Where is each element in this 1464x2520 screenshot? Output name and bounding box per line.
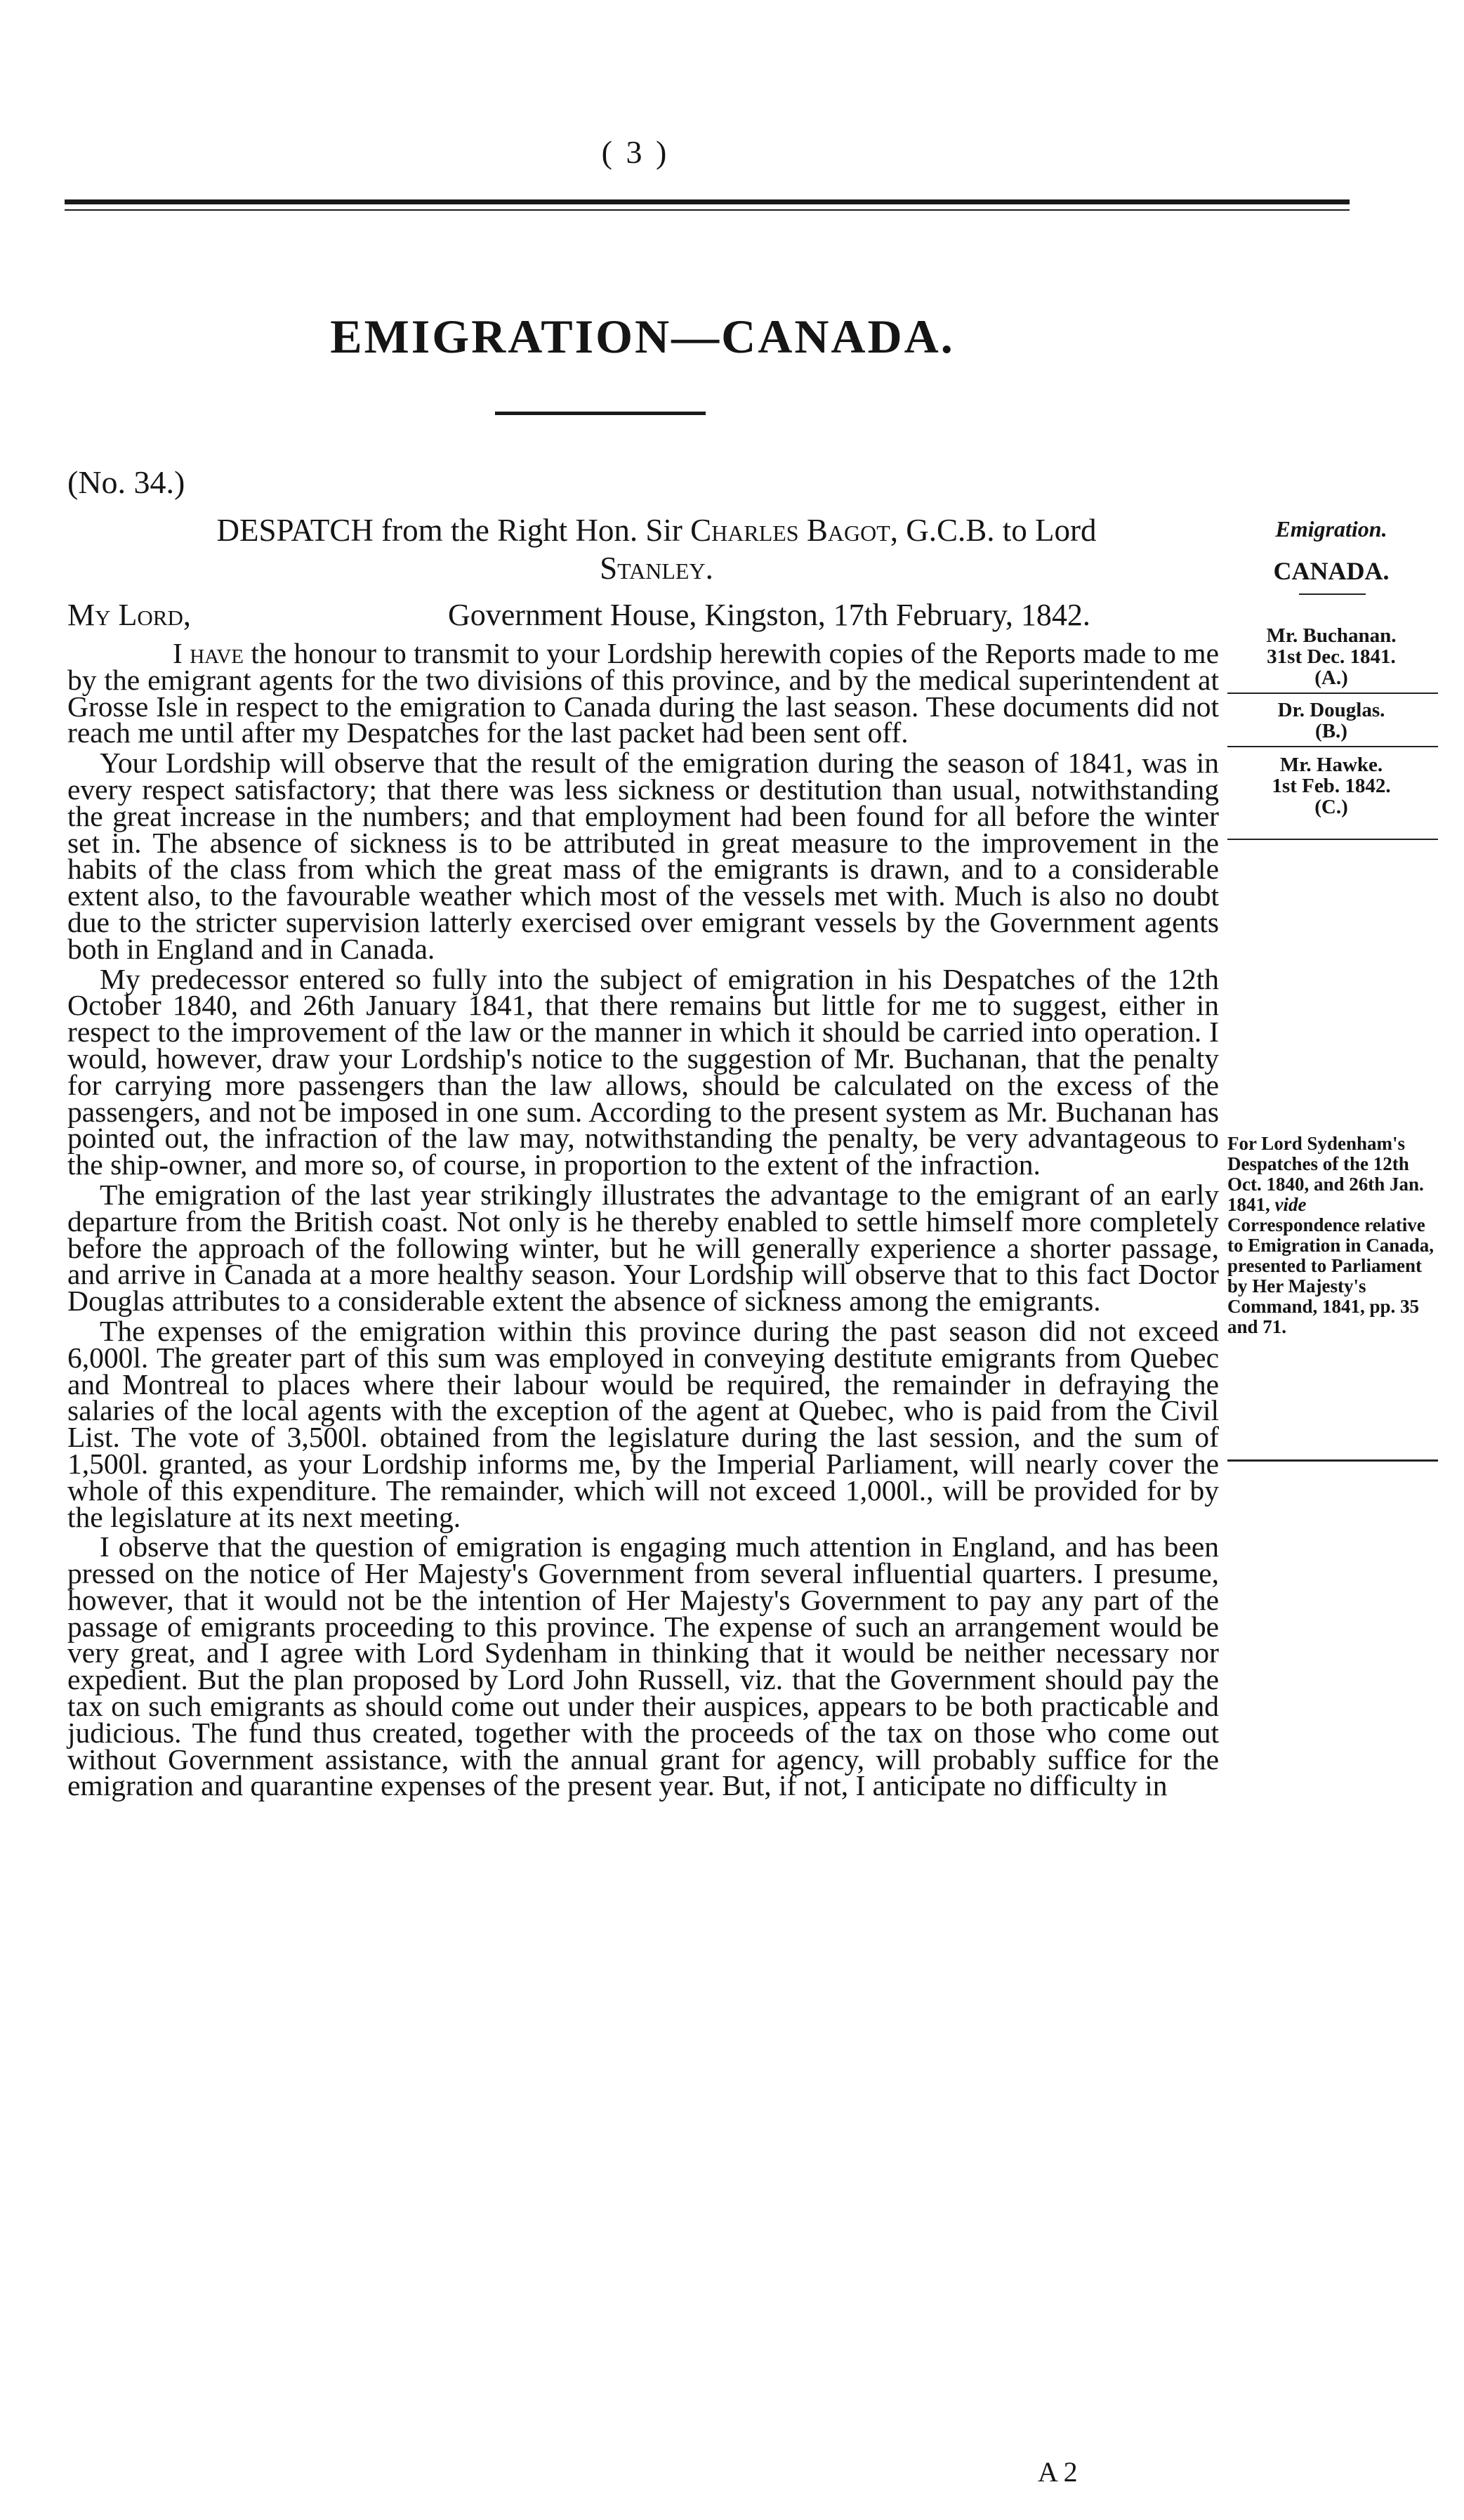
margin-ref-douglas bbox=[1222, 700, 1441, 742]
margin-canada: CANADA. bbox=[1273, 557, 1390, 585]
note-text: Correspondence relative to Emigration in Canada, presented to Parliament by Her Majesty's Command, 1841, pp. 35 and 71. bbox=[1227, 1214, 1435, 1337]
header-rule-thin bbox=[65, 209, 1350, 211]
margin-rule bbox=[1227, 839, 1438, 840]
heading-recipient: Stanley bbox=[600, 551, 706, 586]
paragraph: Your Lordship will observe that the result of the emigration during the season of 1841, was in every respect satisfactory; that there was less sickness or destitution than usual, notwithstanding the great increase in the numbers; and that employment had been found for all before the winter set in. The absence of sickness is to be attributed in great measure to the improvement in the habits of the class from which the great mass of the emigrants is drawn, and to a considerable extent also, to the favourable weather which most of the vessels met with. Much is also no doubt due to the stricter supervision latterly exercised over emigrant vessels by the Government agents both in England and in Canada. bbox=[67, 747, 1219, 965]
dateline: Government House, Kingston, 17th February, 1842. bbox=[448, 598, 1090, 632]
paragraph: The expenses of the emigration within this province during the past season did not exceed 6,000l. The greater part of this sum was employed in conveying destitute emigrants from Quebec and Montreal to places where their labour would be required, the remainder in defraying the salaries of the local agents with the exception of the agent at Quebec, who is paid from the Civil List. The vote of 3,500l. obtained from the legislature during the last session, and the sum of 1,500l. granted, as your Lordship informs me, by the Imperial Parliament, will nearly cover the whole of this expenditure. The remainder, which will not exceed 1,000l., will be provided for by the legislature at its next meeting. bbox=[67, 1314, 1219, 1533]
letter-body bbox=[67, 637, 1220, 1803]
title-rule bbox=[495, 412, 706, 415]
paragraph: The emigration of the last year strikingly illustrates the advantage to the emigrant of an early departure from the British coast. Not only is he thereby enabled to settle himself more completely before the approach of the following winter, but he will generally experience a shorter passage, and arrive in Canada at a more healthy season. Your Lordship will observe that to this fact Doctor Douglas attributes to a considerable extent the absence of sickness among the emigrants. bbox=[67, 1178, 1219, 1318]
paragraph bbox=[67, 637, 1220, 749]
paragraph-initial: I have bbox=[173, 637, 244, 669]
header-rule-thick bbox=[65, 199, 1350, 204]
ref-letter: (B.) bbox=[1315, 720, 1347, 742]
salutation: My Lord, bbox=[67, 598, 191, 632]
ref-letter: (A.) bbox=[1314, 667, 1348, 689]
margin-note-rule bbox=[1227, 1459, 1438, 1462]
margin-canada-rule bbox=[1299, 593, 1366, 595]
ref-letter: (C.) bbox=[1314, 796, 1348, 818]
heading-end: . bbox=[705, 551, 713, 586]
margin-sydenham-note bbox=[1227, 1134, 1438, 1337]
heading-sender: Charles Bagot bbox=[690, 513, 890, 548]
heading-prefix: DESPATCH from the Right Hon. Sir bbox=[216, 513, 691, 548]
document-number: (No. 34.) bbox=[67, 464, 185, 500]
margin-rule bbox=[1227, 746, 1438, 747]
paragraph-text: the honour to transmit to your Lordship herewith copies of the Reports made to me by the emigrant agents for the two divisions of this province, and by the medical superintendent at Grosse Isle in respect to the emigration to Canada during the last season. These documents did not reach me until after my Despatches for the last packet had been sent off. bbox=[67, 637, 1220, 749]
ref-date: 1st Feb. 1842. bbox=[1272, 775, 1391, 797]
paragraph: I observe that the question of emigration is engaging much attention in England, and has been pressed on the notice of Her Majesty's Government from several influential quarters. I presume, however, that it would not be the intention of Her Majesty's Government to pay any part of the passage of emigrants proceeding to this province. The expense of such an arrangement would be very great, and I agree with Lord Sydenham in thinking that it would be neither necessary nor expedient. But the plan proposed by Lord John Russell, viz. that the Government should pay the tax on such emigrants as should come out under their auspices, appears to be both practicable and judicious. The fund thus created, together with the proceeds of the tax on those who come out without Government assistance, with the annual grant for agency, will probably suffice for the emigration and quarantine expenses of the present year. But, if not, I anticipate no difficulty in bbox=[67, 1530, 1219, 1802]
note-vide: vide bbox=[1274, 1194, 1307, 1215]
ref-date: 31st Dec. 1841. bbox=[1267, 645, 1396, 668]
margin-emigration: Emigration. bbox=[1275, 516, 1387, 542]
page-title: EMIGRATION—CANADA. bbox=[330, 310, 955, 363]
signature-mark: A 2 bbox=[1038, 2456, 1078, 2488]
margin-ref-buchanan bbox=[1222, 625, 1441, 688]
paragraph: My predecessor entered so fully into the subject of emigration in his Despatches of the 12th October 1840, and 26th January 1841, that there remains but little for me to suggest, either in respect to the improvement of the law or the manner in which it should be carried into operation. I would, however, draw your Lordship's notice to the suggestion of Mr. Buchanan, that the penalty for carrying more passengers than the law allows, should be calculated on the excess of the passengers, and not be imposed in one sum. According to the present system as Mr. Buchanan has pointed out, the infraction of the law may, notwithstanding the penalty, be very advantageous to the ship-owner, and more so, of course, in proportion to the extent of the infraction. bbox=[67, 962, 1219, 1181]
ref-name: Mr. Hawke. bbox=[1279, 754, 1383, 776]
note-text: For Lord Sydenham's Despatches of the 12th Oct. 1840, and 26th Jan. 1841, bbox=[1227, 1133, 1424, 1215]
ref-name: Mr. Buchanan. bbox=[1266, 624, 1397, 647]
heading-mid: , G.C.B. to Lord bbox=[890, 513, 1097, 548]
ref-name: Dr. Douglas. bbox=[1277, 699, 1385, 721]
page-number: ( 3 ) bbox=[601, 134, 670, 170]
margin-rule bbox=[1227, 693, 1438, 694]
despatch-heading bbox=[105, 511, 1208, 587]
margin-ref-hawke bbox=[1222, 754, 1441, 818]
